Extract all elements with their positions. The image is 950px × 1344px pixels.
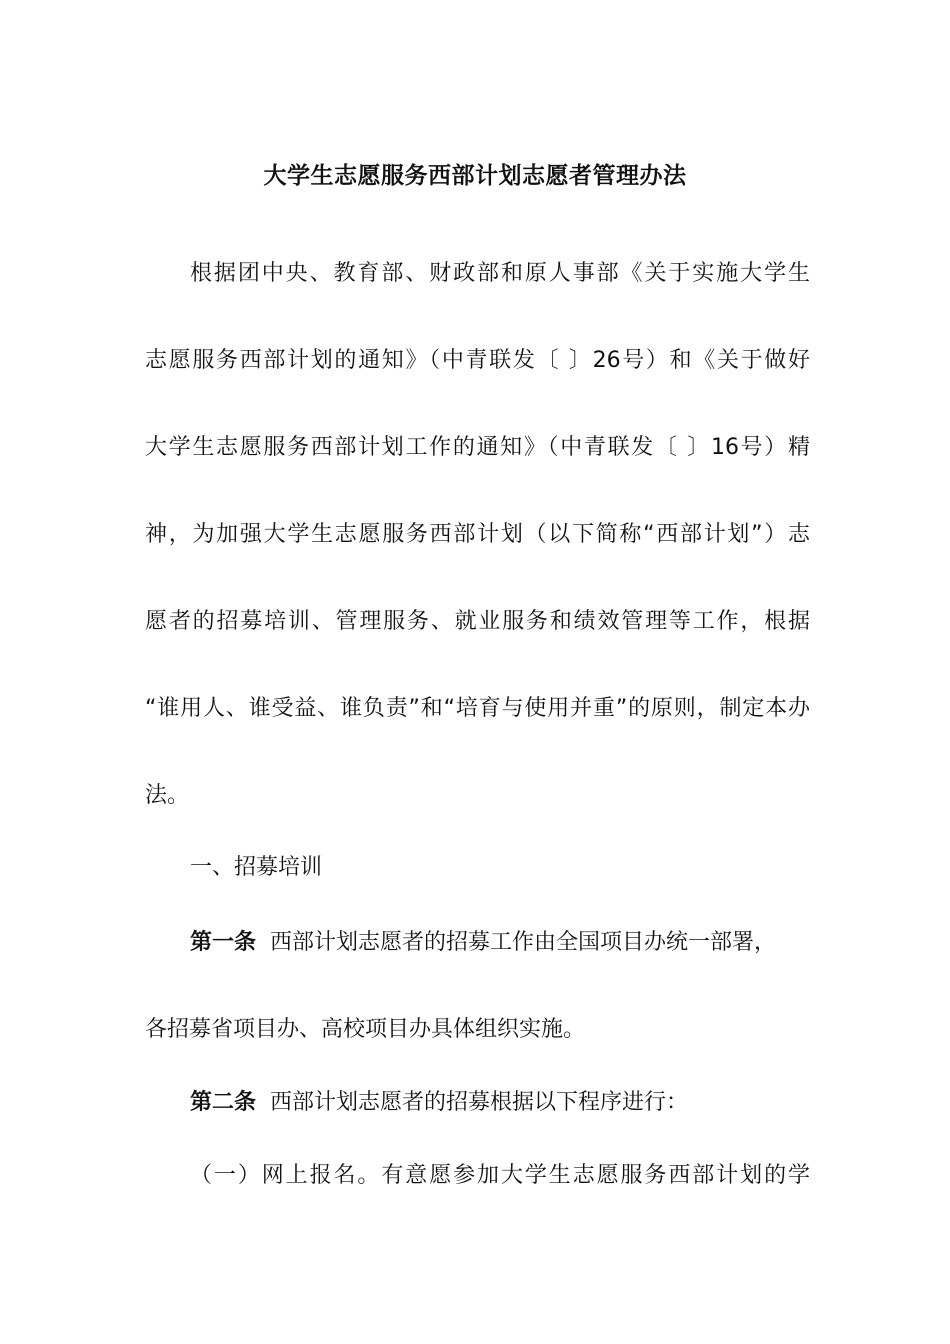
section-heading-recruitment: 一、招募培训 bbox=[190, 855, 323, 880]
intro-line-6: “谁用人、谁受益、谁负责”和“培育与使用并重”的原则，制定本办 bbox=[145, 696, 810, 721]
article-2-label: 第二条 bbox=[190, 1090, 257, 1115]
intro-line-7: 法。 bbox=[145, 783, 190, 808]
intro-line-2: 志愿服务西部计划的通知》（中青联发〔 〕26号）和《关于做好 bbox=[145, 348, 810, 373]
article-1-text: 西部计划志愿者的招募工作由全国项目办统一部署， bbox=[270, 930, 777, 955]
intro-line-4: 神，为加强大学生志愿服务西部计划（以下简称“西部计划”）志 bbox=[145, 522, 810, 547]
item-1-line: （一）网上报名。有意愿参加大学生志愿服务西部计划的学 bbox=[190, 1163, 810, 1188]
article-2-text: 西部计划志愿者的招募根据以下程序进行： bbox=[270, 1090, 689, 1115]
article-2-line bbox=[190, 1087, 810, 1119]
article-1-label: 第一条 bbox=[190, 930, 257, 955]
intro-line-5: 愿者的招募培训、管理服务、就业服务和绩效管理等工作，根据 bbox=[145, 609, 810, 634]
article-1-line-1 bbox=[190, 927, 810, 959]
article-1-line-2: 各招募省项目办、高校项目办具体组织实施。 bbox=[145, 1017, 586, 1042]
intro-line-1: 根据团中央、教育部、财政部和原人事部《关于实施大学生 bbox=[190, 261, 810, 286]
document-title: 大学生志愿服务西部计划志愿者管理办法 bbox=[263, 163, 687, 189]
intro-line-3: 大学生志愿服务西部计划工作的通知》（中青联发〔 〕16号）精 bbox=[145, 435, 810, 460]
